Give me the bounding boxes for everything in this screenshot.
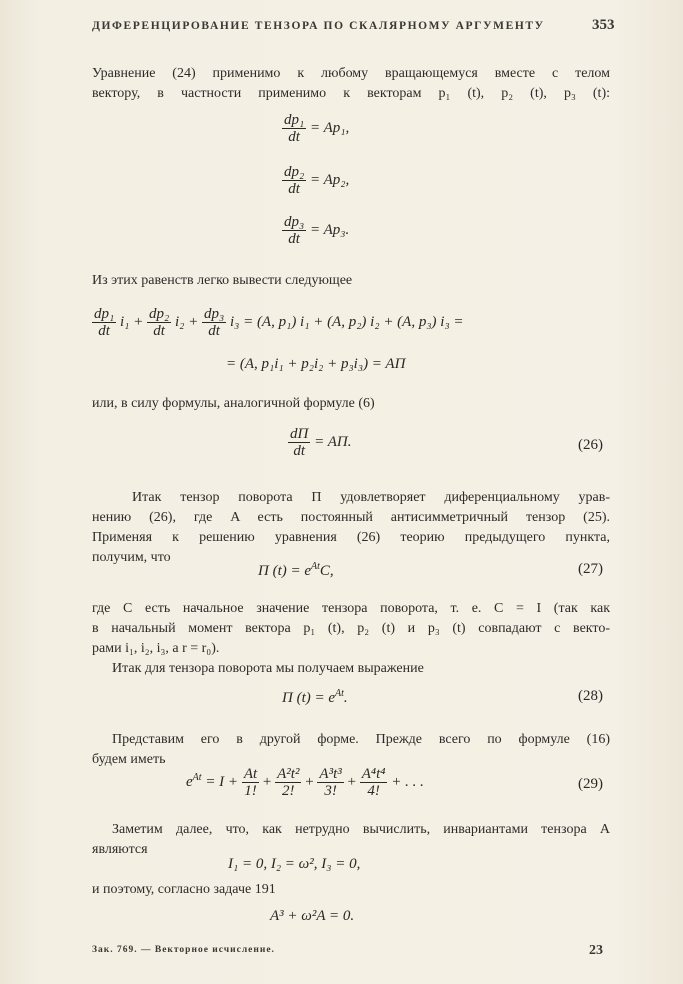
equation-dp2 [282, 164, 349, 197]
paragraph-line: вектору, в частности применимо к векторам p₁ (t), p₂ (t), p₃ (t): [92, 86, 610, 101]
fraction [282, 112, 306, 145]
fraction [317, 766, 343, 799]
paragraph-line: получим, что [92, 550, 171, 565]
equation-29 [186, 766, 424, 799]
paragraph-8: и поэтому, согласно задаче 191 [92, 882, 276, 897]
fraction-denominator: 3! [324, 783, 337, 799]
fraction-numerator: dp₁ [94, 306, 115, 322]
paragraph-1 [92, 64, 610, 104]
equation-dp1 [282, 112, 349, 145]
equation-sum-line2: = (A, p₁i₁ + p₂i₂ + p₃i₃) = AП [226, 356, 406, 372]
fraction [92, 306, 116, 339]
footer-signature-mark: 23 [589, 943, 603, 958]
paragraph-2: Из этих равенств легко вывести следующее [92, 273, 353, 288]
paragraph-line: нению (26), где A есть постоянный антисимметричный тензор (25). [92, 510, 610, 525]
paragraph-line: в начальный момент вектора p₁ (t), p₂ (t) и p₃ (t) совпадают с векто- [92, 621, 610, 636]
fraction-denominator: 4! [367, 783, 380, 799]
paragraph-line: Применяя к решению уравнения (26) теорию предыдущего пункта, [92, 530, 610, 545]
paragraph-4 [92, 488, 610, 568]
fraction [202, 306, 226, 339]
fraction [275, 766, 301, 799]
paragraph-line: Заметим далее, что, как нетрудно вычислить, инвариантами тензора A [112, 822, 610, 837]
plus-sign: + [347, 773, 356, 790]
paragraph-6 [92, 730, 610, 770]
fraction-denominator: 1! [244, 783, 257, 799]
fraction-numerator: A²t² [277, 766, 300, 782]
footer-print-note: Зак. 769. — Векторное исчисление. [92, 945, 275, 955]
fraction-denominator: dt [288, 181, 300, 197]
fraction-denominator: dt [293, 443, 305, 459]
equation-term: i₂ + [174, 313, 199, 330]
fraction [282, 164, 306, 197]
plus-sign: + [305, 773, 314, 790]
paragraph-3: или, в силу формулы, аналогичной формуле (6) [92, 396, 375, 411]
fraction-numerator: dП [290, 426, 309, 442]
fraction-numerator: A⁴t⁴ [361, 766, 386, 782]
equation-rhs: = Ap₂, [309, 171, 350, 188]
fraction-denominator: dt [153, 323, 165, 339]
equation-28: П $(t) = e^{At}$. [282, 688, 348, 706]
fraction-denominator: dt [208, 323, 220, 339]
fraction-numerator: At [243, 766, 258, 782]
equation-invariants: I₁ = 0, I₂ = ω², I₃ = 0, [228, 856, 361, 872]
equation-number-26: (26) [578, 437, 603, 453]
fraction [288, 426, 310, 459]
paragraph-line: Представим его в другой форме. Прежде всего по формуле (16) [112, 732, 610, 747]
paragraph-line: Итак тензор поворота П удовлетворяет диференциальному урав- [132, 490, 610, 505]
equation-number-28: (28) [578, 688, 603, 704]
equation-lhs: $e^{At} = I$ + [186, 771, 239, 790]
paragraph-line: Уравнение (24) применимо к любому вращающемуся вместе с телом [92, 66, 610, 81]
paragraph-7 [92, 820, 610, 860]
fraction-numerator: dp₃ [284, 214, 305, 230]
paragraph-line: Итак для тензора поворота мы получаем выражение [112, 661, 424, 676]
page-number: 353 [592, 17, 615, 33]
fraction-numerator: A³t³ [319, 766, 342, 782]
fraction [360, 766, 388, 799]
paragraph-line: являются [92, 842, 148, 857]
equation-rhs: = Ap₁, [309, 119, 350, 136]
fraction-denominator: dt [288, 231, 300, 247]
equation-rhs: = Ap₃. [309, 221, 350, 238]
fraction-denominator: dt [98, 323, 110, 339]
equation-sum [92, 306, 464, 339]
equation-dp3 [282, 214, 349, 247]
fraction-numerator: dp₂ [148, 306, 170, 322]
fraction-numerator: dp₂ [284, 164, 305, 180]
equation-26 [288, 426, 351, 459]
paragraph-5 [92, 599, 610, 679]
paragraph-line: где C есть начальное значение тензора поворота, т. е. C = I (так как [92, 601, 610, 616]
equation-number-27: (27) [578, 561, 603, 577]
equation-final: A³ + ω²A = 0. [270, 908, 355, 924]
fraction [282, 214, 306, 247]
running-header: ДИФЕРЕНЦИРОВАНИЕ ТЕНЗОРА ПО СКАЛЯРНОМУ АРГУМЕНТУ [92, 20, 545, 32]
paragraph-line: рами i₁, i₂, i₃, а r = r₀). [92, 641, 220, 656]
fraction [242, 766, 259, 799]
fraction [147, 306, 171, 339]
equation-term: i₁ + [119, 313, 144, 330]
fraction-denominator: 2! [282, 783, 295, 799]
plus-sign: + [262, 773, 272, 790]
fraction-denominator: dt [288, 129, 300, 145]
equation-number-29: (29) [578, 776, 603, 792]
equation-27: П $(t) = e^{At}C$, [258, 561, 334, 579]
paragraph-line: будем иметь [92, 752, 166, 767]
equation-rhs: = AП. [314, 433, 352, 450]
equation-term: i₃ = (A, p₁) i₁ + (A, p₂) i₂ + (A, p₃) i₃ = [229, 313, 464, 330]
fraction-numerator: dp₃ [203, 306, 225, 322]
equation-tail: + . . . [391, 773, 424, 790]
fraction-numerator: dp₁ [284, 112, 305, 128]
